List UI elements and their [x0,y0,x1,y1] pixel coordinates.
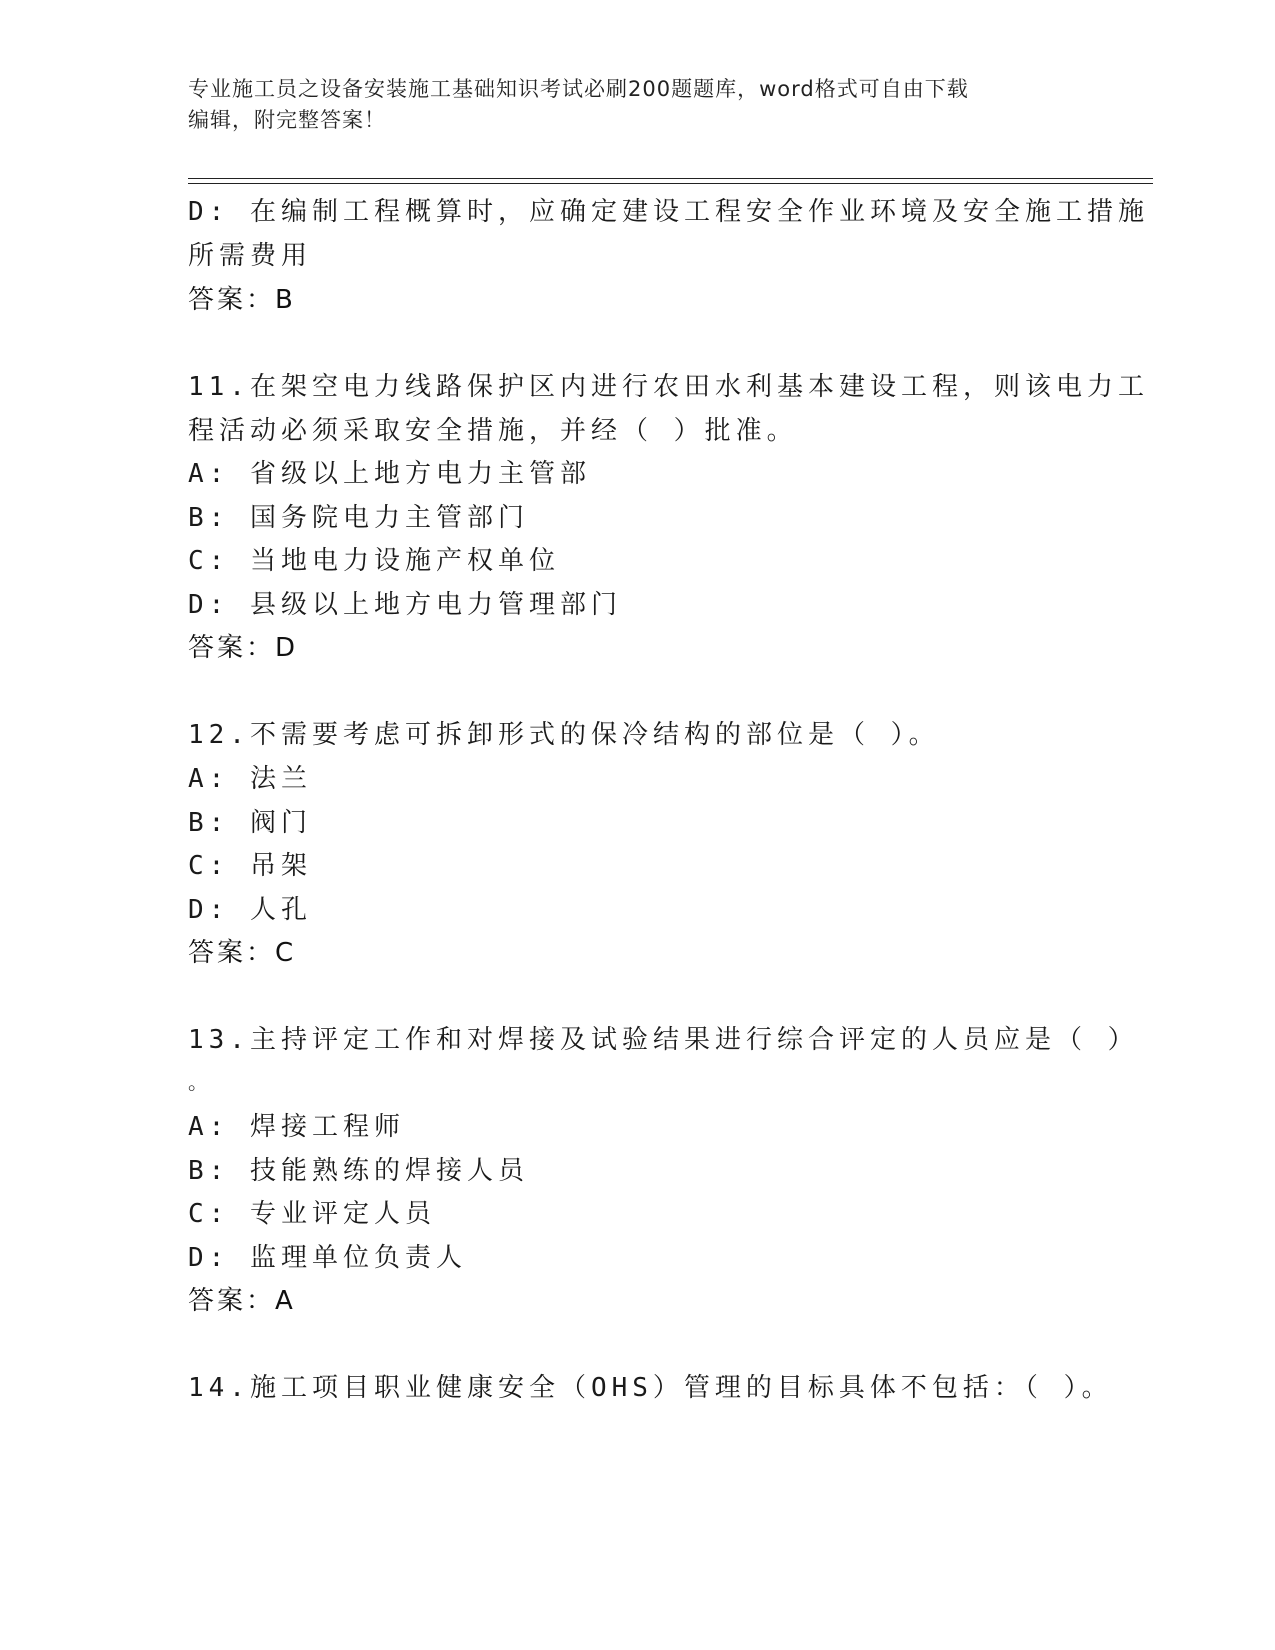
header-title-line2: 编辑，附完整答案！ [188,108,386,132]
header-divider-bottom [188,183,1153,184]
document-header [188,74,1068,136]
q10-option-d-line1: D: 在编制工程概算时，应确定建设工程安全作业环境及安全施工措施 [188,197,1149,227]
q11-answer: 答案：D [188,633,299,663]
q12-answer: 答案：C [188,938,297,968]
q11-option-b: B: 国务院电力主管部门 [188,503,529,533]
q10-option-d-line2: 所需费用 [188,241,313,271]
q13-option-c: C: 专业评定人员 [188,1199,436,1229]
q11-stem-line2: 程活动必须采取安全措施，并经（ ）批准。 [188,416,798,446]
q10-answer: 答案：B [188,285,296,315]
q13-stem-line2: 。 [188,1070,208,1094]
q11-option-c: C: 当地电力设施产权单位 [188,546,560,576]
header-divider-top [188,178,1153,179]
q13-answer: 答案：A [188,1286,296,1316]
q12-option-b: B: 阀门 [188,808,312,838]
q13-option-b: B: 技能熟练的焊接人员 [188,1156,529,1186]
q12-option-c: C: 吊架 [188,851,312,881]
q11-option-a: A: 省级以上地方电力主管部 [188,459,591,489]
q12-stem: 12.不需要考虑可拆卸形式的保冷结构的部位是（ ）。 [188,720,940,750]
q13-option-a: A: 焊接工程师 [188,1112,405,1142]
q11-stem-line1: 11.在架空电力线路保护区内进行农田水利基本建设工程，则该电力工 [188,372,1149,402]
q12-option-d: D: 人孔 [188,895,312,925]
q11-option-d: D: 县级以上地方电力管理部门 [188,590,622,620]
q13-stem-line1: 13.主持评定工作和对焊接及试验结果进行综合评定的人员应是（ ） [188,1025,1139,1055]
q13-option-d: D: 监理单位负责人 [188,1243,467,1273]
header-title-line1: 专业施工员之设备安装施工基础知识考试必刷200题题库，word格式可自由下载 [188,77,969,101]
q14-stem: 14.施工项目职业健康安全（OHS）管理的目标具体不包括：（ ）。 [188,1373,1113,1403]
q12-option-a: A: 法兰 [188,764,312,794]
